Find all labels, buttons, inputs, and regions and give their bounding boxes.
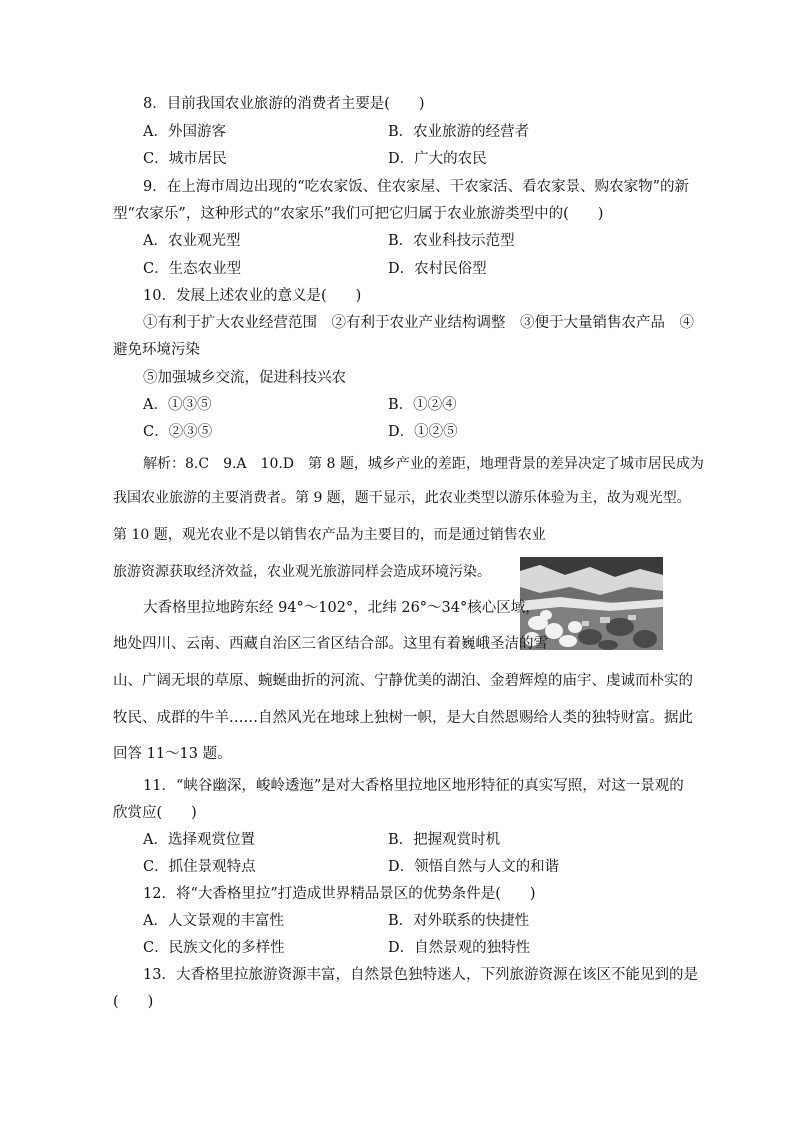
analysis-line1: 解析：8.C 9.A 10.D 第 8 题，城乡产业的差距，地理背景的差异决定了城市居民成为 [143, 456, 704, 472]
q8-stem: 8．目前我国农业旅游的消费者主要是( ) [143, 96, 425, 112]
analysis-line4: 旅游资源获取经济效益，农业观光旅游同样会造成环境污染。 [113, 564, 491, 580]
q9-option-a: A．农业观光型 [143, 233, 241, 249]
q10-statements-line2: 避免环境污染 [113, 342, 200, 358]
q12-stem: 12．将“大香格里拉”打造成世界精品景区的优势条件是( ) [143, 886, 536, 902]
passage-line1: 大香格里拉地跨东经 94°～102°，北纬 26°～34°核心区域， [143, 600, 540, 616]
q9-stem-line2: 型“农家乐”，这种形式的“农家乐”我们可把它归属于农业旅游类型中的( ) [113, 206, 604, 222]
q10-stem: 10．发展上述农业的意义是( ) [143, 288, 362, 304]
q9-stem-line1: 9．在上海市周边出现的“吃农家饭、住农家屋、干农家活、看农家景、购农家物”的新 [143, 179, 690, 195]
q11-stem-line1: 11．“峡谷幽深，峻岭透迤”是对大香格里拉地区地形特征的真实写照，对这一景观的 [143, 778, 684, 794]
q11-option-c: C．抓住景观特点 [143, 859, 256, 875]
q9-option-b: B．农业科技示范型 [388, 233, 515, 249]
q11-stem-line2: 欣赏应( ) [113, 805, 197, 821]
q9-option-d: D．农村民俗型 [388, 261, 487, 277]
q9-option-c: C．生态农业型 [143, 261, 242, 277]
q8-option-a: A．外国游客 [143, 124, 226, 140]
q10-option-d: D．①②⑤ [388, 424, 458, 440]
q12-option-c: C．民族文化的多样性 [143, 940, 285, 956]
q8-option-d: D．广大的农民 [388, 151, 487, 167]
analysis-line3: 第 10 题，观光农业不是以销售农产品为主要目的，而是通过销售农业 [113, 527, 546, 543]
analysis-line2: 我国农业旅游的主要消费者。第 9 题，题干显示，此农业类型以游乐体验为主，故为观光型。 [113, 490, 691, 506]
q11-option-a: A．选择观赏位置 [143, 832, 255, 848]
passage-line2: 地处四川、云南、西藏自治区三省区结合部。这里有着巍峨圣洁的雪 [113, 636, 548, 652]
q11-option-d: D．领悟自然与人文的和谐 [388, 859, 560, 875]
q10-statements-line1: ①有利于扩大农业经营范围 ②有利于农业产业结构调整 ③便于大量销售农产品 ④ [143, 315, 694, 331]
passage-line5: 回答 11～13 题。 [113, 746, 232, 762]
passage-line3: 山、广阔无垠的草原、蜿蜒曲折的河流、宁静优美的湖泊、金碧辉煌的庙宇、虔诚而朴实的 [113, 673, 693, 689]
q12-option-a: A．人文景观的丰富性 [143, 913, 284, 929]
q10-statements-line3: ⑤加强城乡交流，促进科技兴农 [143, 370, 346, 386]
q10-option-b: B．①②④ [388, 397, 457, 413]
q11-option-b: B．把握观赏时机 [388, 832, 501, 848]
q8-option-c: C．城市居民 [143, 151, 227, 167]
q8-option-b: B．农业旅游的经营者 [388, 124, 530, 140]
q12-option-b: B．对外联系的快捷性 [388, 913, 530, 929]
q12-option-d: D．自然景观的独特性 [388, 940, 531, 956]
passage-line4: 牧民、成群的牛羊……自然风光在地球上独树一帜，是大自然恩赐给人类的独特财富。据此 [113, 710, 693, 726]
q10-option-c: C．②③⑤ [143, 424, 213, 440]
q10-option-a: A．①③⑤ [143, 397, 212, 413]
q13-stem-line2: ( ) [113, 994, 154, 1010]
q13-stem-line1: 13．大香格里拉旅游资源丰富，自然景色独特迷人，下列旅游资源在该区不能见到的是 [143, 967, 698, 983]
